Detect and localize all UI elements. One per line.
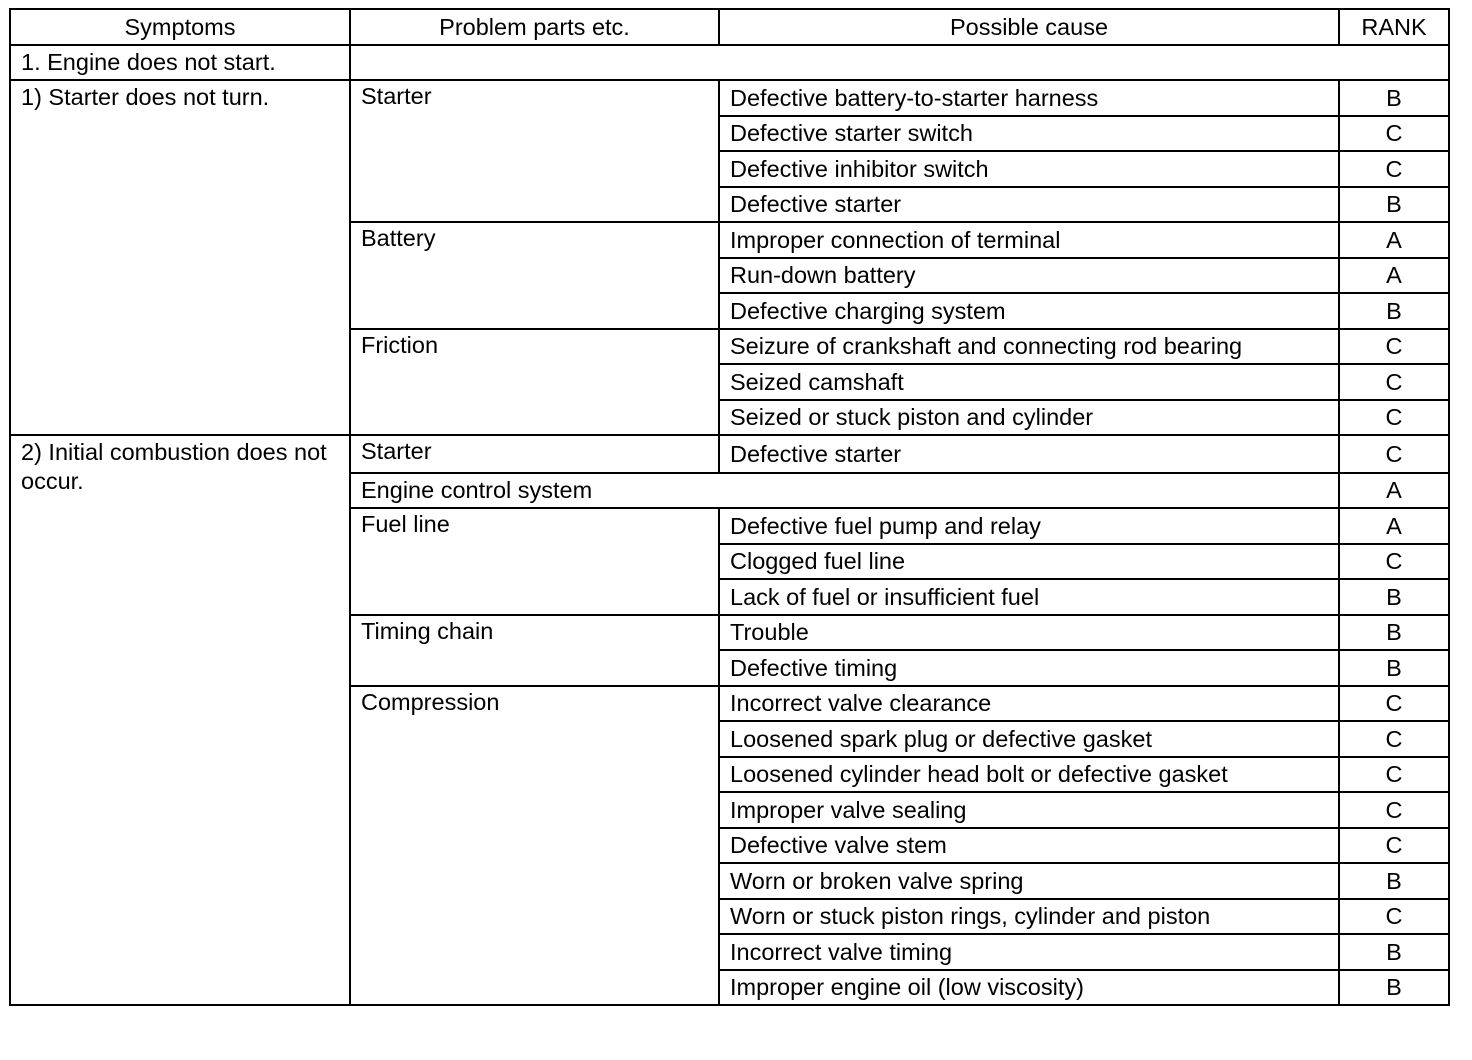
possible-cause-cell: Defective battery-to-starter harness [719, 80, 1339, 116]
rank-cell: B [1339, 579, 1449, 615]
header-rank: RANK [1339, 9, 1449, 45]
header-possible-cause: Possible cause [719, 9, 1339, 45]
possible-cause-cell: Incorrect valve clearance [719, 686, 1339, 722]
rank-cell: C [1339, 899, 1449, 935]
possible-cause-cell: Seizure of crankshaft and connecting rod bearing [719, 329, 1339, 365]
possible-cause-cell: Seized or stuck piston and cylinder [719, 400, 1339, 436]
rank-cell: C [1339, 686, 1449, 722]
section-title: 1. Engine does not start. [10, 45, 350, 81]
rank-cell: A [1339, 222, 1449, 258]
problem-part-cell: Starter [350, 435, 719, 473]
possible-cause-cell: Seized camshaft [719, 364, 1339, 400]
rank-cell: B [1339, 80, 1449, 116]
possible-cause-cell: Defective inhibitor switch [719, 151, 1339, 187]
section-blank [350, 45, 1449, 81]
possible-cause-cell: Defective valve stem [719, 828, 1339, 864]
section-row [10, 45, 1449, 81]
possible-cause-cell: Incorrect valve timing [719, 934, 1339, 970]
possible-cause-cell: Trouble [719, 615, 1339, 651]
symptom-cell: 2) Initial combustion does not occur. [10, 435, 350, 1005]
rank-cell: A [1339, 258, 1449, 294]
possible-cause-cell: Defective charging system [719, 293, 1339, 329]
possible-cause-cell: Clogged fuel line [719, 544, 1339, 580]
rank-cell: A [1339, 473, 1449, 509]
table-body [10, 45, 1449, 1006]
rank-cell: C [1339, 544, 1449, 580]
problem-part-cell: Compression [350, 686, 719, 1006]
rank-cell: B [1339, 970, 1449, 1006]
rank-cell: B [1339, 293, 1449, 329]
rank-cell: C [1339, 400, 1449, 436]
rank-cell: C [1339, 364, 1449, 400]
possible-cause-cell: Defective starter switch [719, 116, 1339, 152]
rank-cell: C [1339, 151, 1449, 187]
rank-cell: A [1339, 508, 1449, 544]
rank-cell: C [1339, 116, 1449, 152]
possible-cause-cell: Lack of fuel or insufficient fuel [719, 579, 1339, 615]
rank-cell: B [1339, 650, 1449, 686]
problem-part-cell: Battery [350, 222, 719, 329]
troubleshooting-table [9, 8, 1450, 1006]
problem-part-cell: Engine control system [350, 473, 1339, 509]
possible-cause-cell: Defective starter [719, 435, 1339, 473]
possible-cause-cell: Improper connection of terminal [719, 222, 1339, 258]
possible-cause-cell: Defective starter [719, 187, 1339, 223]
possible-cause-cell: Loosened cylinder head bolt or defective gasket [719, 757, 1339, 793]
problem-part-cell: Starter [350, 80, 719, 222]
rank-cell: B [1339, 934, 1449, 970]
possible-cause-cell: Improper engine oil (low viscosity) [719, 970, 1339, 1006]
possible-cause-cell: Improper valve sealing [719, 792, 1339, 828]
possible-cause-cell: Run-down battery [719, 258, 1339, 294]
rank-cell: C [1339, 757, 1449, 793]
possible-cause-cell: Loosened spark plug or defective gasket [719, 721, 1339, 757]
problem-part-cell: Fuel line [350, 508, 719, 615]
rank-cell: B [1339, 187, 1449, 223]
rank-cell: C [1339, 721, 1449, 757]
rank-cell: C [1339, 792, 1449, 828]
table-row [10, 435, 1449, 473]
possible-cause-cell: Defective timing [719, 650, 1339, 686]
rank-cell: C [1339, 329, 1449, 365]
header-problem-parts: Problem parts etc. [350, 9, 719, 45]
rank-cell: C [1339, 828, 1449, 864]
problem-part-cell: Friction [350, 329, 719, 436]
header-symptoms: Symptoms [10, 9, 350, 45]
rank-cell: C [1339, 435, 1449, 473]
symptom-cell: 1) Starter does not turn. [10, 80, 350, 435]
problem-part-cell: Timing chain [350, 615, 719, 686]
possible-cause-cell: Worn or broken valve spring [719, 863, 1339, 899]
rank-cell: B [1339, 615, 1449, 651]
possible-cause-cell: Defective fuel pump and relay [719, 508, 1339, 544]
table-row [10, 80, 1449, 116]
possible-cause-cell: Worn or stuck piston rings, cylinder and piston [719, 899, 1339, 935]
header-row [10, 9, 1449, 45]
rank-cell: B [1339, 863, 1449, 899]
